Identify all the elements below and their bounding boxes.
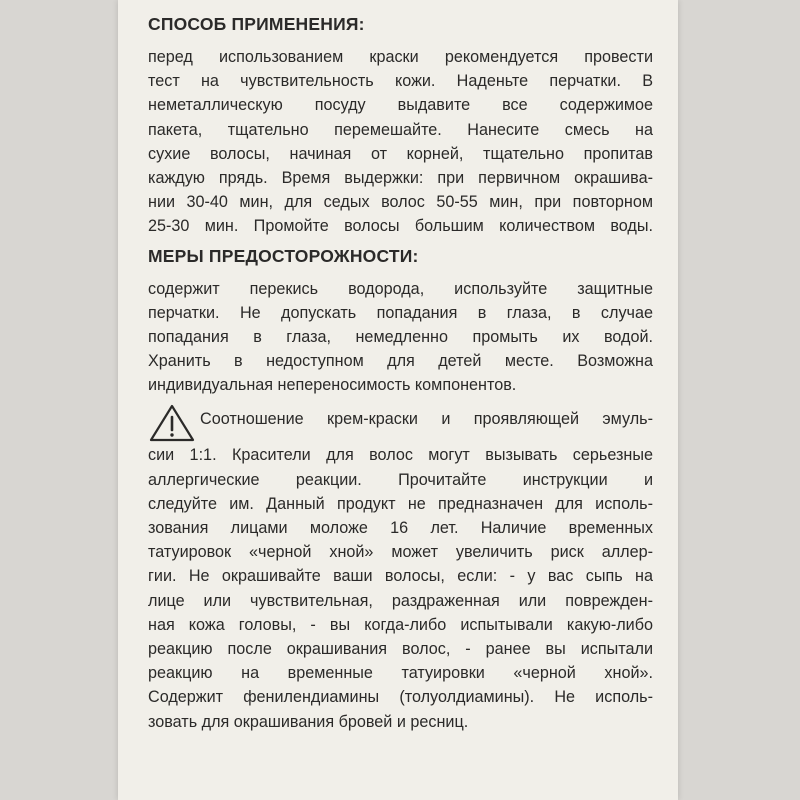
warning-line: Соотношение крем-краски и проявляющей эмуль- (200, 410, 653, 429)
usage-line: неметаллическую посуду выдавите все содержимое (148, 96, 653, 115)
warning-line: аллергические реакции. Прочитайте инструкции и (148, 470, 653, 489)
usage-line: пакета, тщательно перемешайте. Нанесите смесь на (148, 120, 653, 139)
usage-line: тест на чувствительность кожи. Наденьте перчатки. В (148, 72, 653, 91)
warning-line: лице или чувствительная, раздраженная или поврежден- (148, 591, 653, 610)
precautions-line: индивидуальная непереносимость компонентов. (148, 376, 517, 395)
warning-line: ная кожа головы, - вы когда-либо испытывали какую-либо (148, 615, 653, 634)
warning-line: зования лицами моложе 16 лет. Наличие временных (148, 519, 653, 537)
precautions-text (148, 277, 653, 398)
precautions-line: содержит перекись водорода, используйте защитные (148, 279, 653, 298)
usage-line: нии 30-40 мин, для седых волос 50-55 мин, при повторном (148, 193, 653, 212)
warning-line: татуировок «черной хной» может увеличить риск аллер- (148, 543, 653, 562)
warning-line: сии 1:1. Красители для волос могут вызывать серьезные (148, 446, 653, 465)
warning-line: следуйте им. Данный продукт не предназначен для исполь- (148, 494, 653, 513)
warning-line: зовать для окрашивания бровей и ресниц. (148, 712, 469, 731)
warning-line: реакцию после окрашивания волос, - ранее вы испытали (148, 639, 653, 658)
precautions-line: Хранить в недоступном для детей месте. Возможна (148, 352, 653, 371)
usage-line: перед использованием краски рекомендуется провести (148, 48, 653, 66)
usage-line: сухие волосы, начиная от корней, тщательно пропитав (148, 144, 653, 163)
precautions-line: попадания в глаза, немедленно промыть их водой. (148, 327, 653, 346)
precautions-line: перчатки. Не допускать попадания в глаза, в случае (148, 303, 653, 322)
warning-triangle-icon (148, 403, 196, 443)
warning-line: Содержит фенилендиамины (толуолдиамины). Не исполь- (148, 688, 653, 707)
warning-line: гии. Не окрашивайте ваши волосы, если: - у вас сыпь на (148, 567, 653, 586)
usage-line: каждую прядь. Время выдержки: при первичном окрашива- (148, 168, 653, 187)
usage-line: 25-30 мин. Промойте волосы большим количеством воды. (148, 217, 653, 236)
precautions-heading: МЕРЫ ПРЕДОСТОРОЖНОСТИ: (148, 245, 419, 266)
usage-heading: СПОСОБ ПРИМЕНЕНИЯ: (148, 14, 365, 34)
warning-text (148, 407, 653, 733)
warning-line: реакцию на временные татуировки «черной хной». (148, 664, 653, 683)
instructions-text (148, 8, 653, 734)
warning-first-row (148, 407, 653, 443)
usage-text (148, 45, 653, 239)
